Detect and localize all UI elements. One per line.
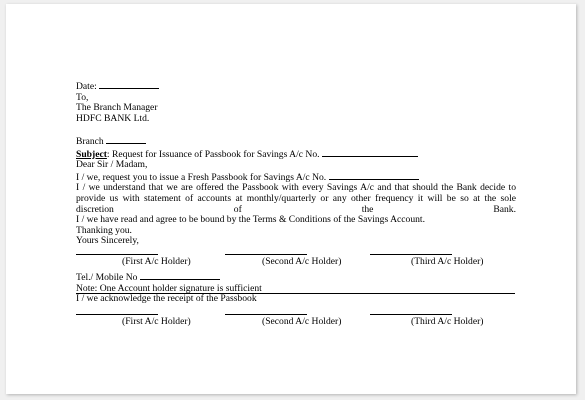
signature-row-1 [76, 251, 516, 273]
agree-line: I / we have read and agree to be bound by the Terms & Conditions of the Savings Account. [76, 214, 425, 226]
passbook-request-letter [76, 80, 516, 333]
acknowledge-line: I / we acknowledge the receipt of the Passbook [76, 293, 257, 305]
first-ack-holder-label: (First A/c Holder) [122, 315, 191, 327]
salutation: Dear Sir / Madam, [76, 159, 148, 171]
third-signature-line [370, 254, 452, 255]
branch-line [76, 135, 516, 148]
note-line: Note: One Account holder signature is sufficient [76, 282, 262, 294]
bank-name: HDFC BANK Ltd. [76, 112, 150, 124]
second-signature-line [225, 254, 307, 255]
request-account-blank [329, 171, 419, 180]
subject-text: : Request for Issuance of Passbook for Savings A/c No. [106, 148, 320, 160]
tel-label: Tel./ Mobile No [76, 271, 138, 283]
second-holder-label: (Second A/c Holder) [262, 255, 342, 267]
recipient-title: The Branch Manager [76, 102, 158, 114]
tel-line [76, 271, 516, 284]
closing: Yours Sincerely, [76, 235, 139, 247]
branch-label: Branch [76, 135, 104, 147]
subject-account-blank [322, 148, 418, 157]
third-holder-label: (Third A/c Holder) [411, 255, 484, 267]
to-label: To, [76, 91, 89, 103]
date-blank [99, 80, 159, 89]
second-ack-signature-line [225, 314, 307, 315]
branch-blank [106, 135, 146, 144]
date-line [76, 80, 516, 93]
body-paragraph: I / we understand that we are offered the Passbook with every Savings A/c and that should the Bank decide to provide us with statement of accounts at monthly/quarterly or any other frequency it will be so at the sole discretion of the Bank. [76, 182, 516, 215]
subject-label: Subject [76, 148, 107, 160]
tel-blank [140, 271, 220, 280]
signature-row-2 [76, 311, 516, 333]
date-label: Date: [76, 81, 97, 92]
third-ack-signature-line [370, 314, 452, 315]
second-ack-holder-label: (Second A/c Holder) [262, 315, 342, 327]
document-page [6, 4, 576, 394]
request-text: I / we, request you to issue a Fresh Passbook for Savings A/c No. [76, 171, 327, 183]
first-holder-label: (First A/c Holder) [122, 255, 191, 267]
first-ack-signature-line [76, 314, 158, 315]
first-signature-line [76, 254, 158, 255]
thanks: Thanking you. [76, 224, 132, 236]
third-ack-holder-label: (Third A/c Holder) [411, 315, 484, 327]
